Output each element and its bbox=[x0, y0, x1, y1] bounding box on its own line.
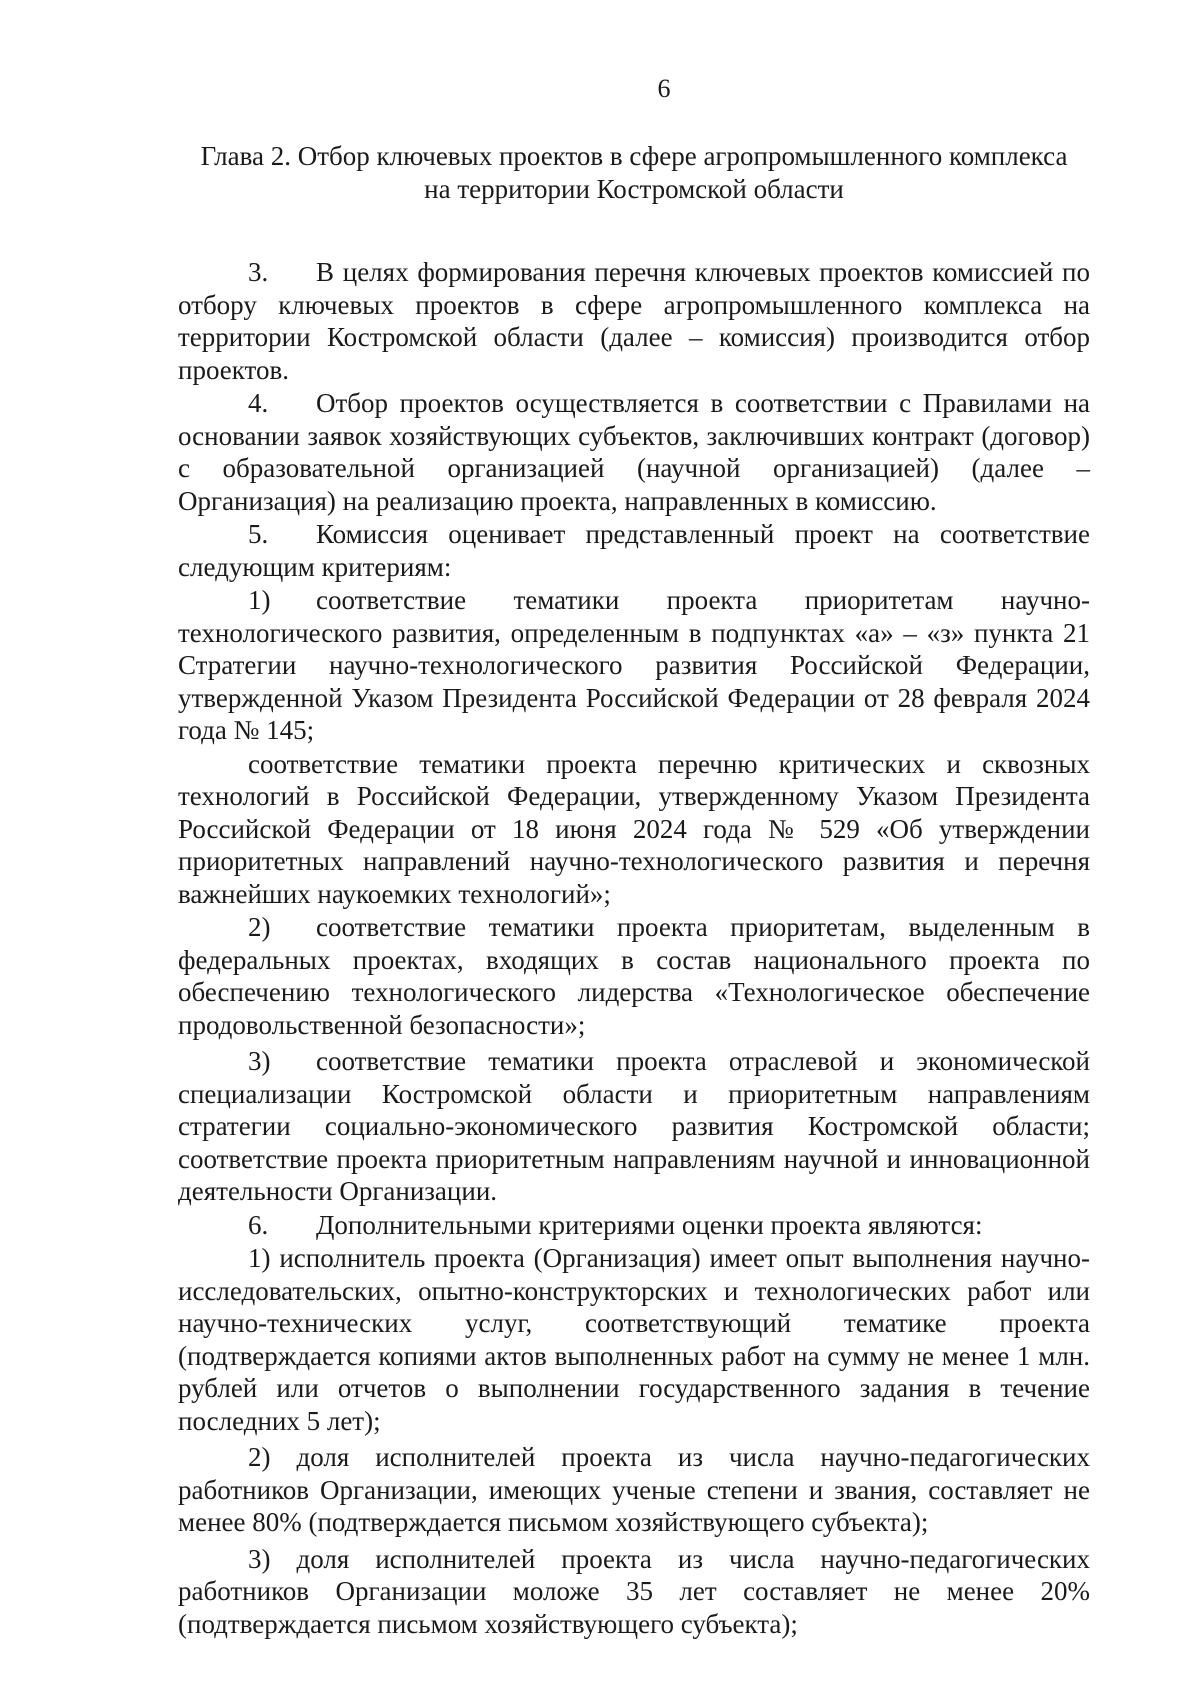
paragraph-5 bbox=[178, 518, 1090, 583]
criterion-3 bbox=[178, 1045, 1090, 1208]
criterion-number: 2) bbox=[248, 912, 271, 942]
additional-criterion-2 bbox=[178, 1441, 1090, 1539]
paragraph-6 bbox=[178, 1209, 1090, 1242]
paragraph-text: В целях формирования перечня ключевых проектов комиссией по отбору ключевых проектов в сфере агропромышленного комплекса на территории Костромской области (далее – комиссия) производится отбор проектов. bbox=[178, 257, 1090, 385]
additional-criterion-1 bbox=[178, 1242, 1090, 1437]
criterion-number: 1) bbox=[248, 585, 271, 615]
paragraph-4 bbox=[178, 387, 1090, 517]
criterion-number: 3) bbox=[248, 1046, 271, 1076]
criterion-text: соответствие тематики проекта приоритетам научно-технологического развития, определенным в подпунктах «а» – «з» пункта 21 Стратегии научно-технологического развития Российской Федерации, утвержденной Указом Президента Российской Федерации от 28 февраля 2024 года № 145; bbox=[178, 585, 1090, 745]
criterion-text: 3) доля исполнителей проекта из числа научно-педагогических работников Организации моложе 35 лет составляет не менее 20% (подтверждается письмом хозяйствующего субъекта); bbox=[178, 1543, 1090, 1639]
chapter-title bbox=[178, 140, 1090, 206]
criterion-1 bbox=[178, 584, 1090, 747]
chapter-title-line-2: на территории Костромской области bbox=[424, 174, 844, 204]
additional-criterion-3 bbox=[178, 1543, 1090, 1641]
criterion-text: соответствие тематики проекта приоритетам, выделенным в федеральных проектах, входящих в состав национального проекта по обеспечению технологического лидерства «Технологическое обеспечение продовольственной безопасности»; bbox=[178, 912, 1090, 1040]
criterion-text: соответствие тематики проекта перечню критических и сквозных технологий в Российской Федерации, утвержденному Указом Президента Российской Федерации от 18 июня 2024 года № 529 «Об утверждении приоритетных направлений научно-технологического развития и перечня важнейших наукоемких технологий»; bbox=[178, 748, 1090, 909]
paragraph-text: Дополнительными критериями оценки проекта являются: bbox=[316, 1209, 983, 1240]
criterion-1-continuation bbox=[178, 748, 1090, 911]
paragraph-number: 6. bbox=[248, 1209, 269, 1240]
criterion-2 bbox=[178, 911, 1090, 1041]
chapter-title-line-1: Глава 2. Отбор ключевых проектов в сфере агропромышленного комплекса bbox=[200, 141, 1068, 171]
criterion-text: соответствие тематики проекта отраслевой и экономической специализации Костромской области и приоритетным направлениям стратегии социально-экономического развития Костромской области; соответствие проекта приоритетным направлениям научной и инновационной деятельности Организации. bbox=[178, 1046, 1090, 1206]
paragraph-number: 3. bbox=[248, 257, 269, 287]
paragraph-text: Комиссия оценивает представленный проект на соответствие следующим критериям: bbox=[178, 519, 1090, 582]
paragraph-number: 4. bbox=[248, 388, 269, 418]
paragraph-number: 5. bbox=[248, 519, 269, 549]
page-number: 6 bbox=[657, 74, 671, 103]
paragraph-text: Отбор проектов осуществляется в соответствии с Правилами на основании заявок хозяйствующих субъектов, заключивших контракт (договор) с образовательной организацией (научной организацией) (далее – Организация) на реализацию проекта, направленных в комиссию. bbox=[178, 388, 1090, 516]
criterion-text: 2) доля исполнителей проекта из числа научно-педагогических работников Организации, имеющих ученые степени и звания, составляет не менее 80% (подтверждается письмом хозяйствующего субъекта); bbox=[178, 1442, 1090, 1537]
criterion-text: 1) исполнитель проекта (Организация) имеет опыт выполнения научно-исследовательских, опытно-конструкторских и технологических работ или научно-технических услуг, соответствующий тематике проекта (подтверждается копиями актов выполненных работ на сумму не менее 1 млн. рублей или отчетов о выполнении государственного задания в течение последних 5 лет); bbox=[178, 1243, 1090, 1436]
paragraph-3 bbox=[178, 256, 1090, 386]
